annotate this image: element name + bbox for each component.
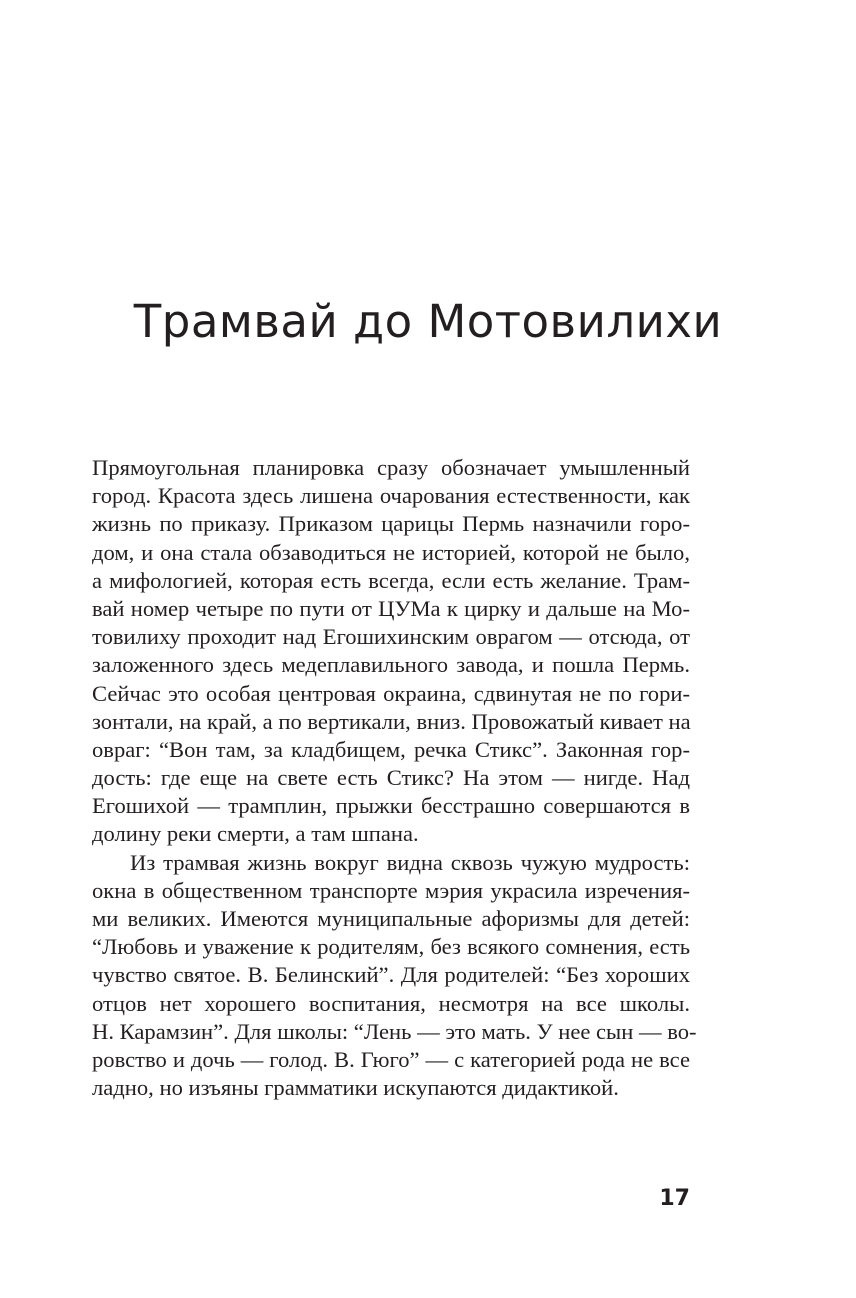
text-line: ми великих. Имеются муниципальные афоризмы для детей: [92,906,690,931]
text-line: чувство святое. В. Белинский”. Для родителей: “Без хороших [92,962,690,988]
text-line: Сейчас это особая центровая окраина, сдвинутая не по гори- [92,680,690,706]
text-line: овраг: “Вон там, за кладбищем, речка Стикс”. Законная гор- [92,736,690,762]
text-line: долину реки смерти, а там шпана. [92,821,419,847]
text-line: Н. Карамзин”. Для школы: “Лень — это мать. У нее сын — во- [92,1018,697,1044]
text-line: Из трамвая жизнь вокруг видна сквозь чужую мудрость: [130,849,690,875]
page-number: 17 [659,1186,690,1211]
paragraph-2 [92,849,697,1103]
paragraph-1 [92,454,690,849]
text-line: отцов нет хорошего воспитания, несмотря на все школы. [92,990,690,1016]
text-line: дом, и она стала обзаводиться не историей, которой не было, [92,539,690,565]
text-line: окна в общественном транспорте мэрия украсила изречения- [92,877,690,903]
text-line: “Любовь и уважение к родителям, без всякого сомнения, есть [92,934,690,960]
text-line: город. Красота здесь лишена очарования естественности, как [92,483,690,509]
body-text [92,454,697,1102]
text-line: ровство и дочь — голод. В. Гюго” — с категорией рода не все [92,1046,690,1072]
text-line: вай номер четыре по пути от ЦУМа к цирку и дальше на Мо- [92,595,690,621]
text-line: зонтали, на край, а по вертикали, вниз. Провожатый кивает на [92,708,691,734]
text-line: дость: где еще на свете есть Стикс? На этом — нигде. Над [92,765,690,791]
text-line: Прямоугольная планировка сразу обозначает умышленный [92,455,690,480]
text-line: Егошихой — трамплин, прыжки бесстрашно совершаются в [92,793,690,819]
text-line: заложенного здесь медеплавильного завода, и пошла Пермь. [92,652,690,678]
text-line: ладно, но изъяны грамматики искупаются дидактикой. [92,1075,619,1101]
chapter-title: Трамвай до Мотовилихи [133,295,723,348]
text-line: товилиху проходит над Егошихинским оврагом — отсюда, от [92,624,690,650]
text-line: жизнь по приказу. Приказом царицы Пермь назначили горо- [92,511,690,537]
text-line: а мифологией, которая есть всегда, если есть желание. Трам- [92,567,690,593]
